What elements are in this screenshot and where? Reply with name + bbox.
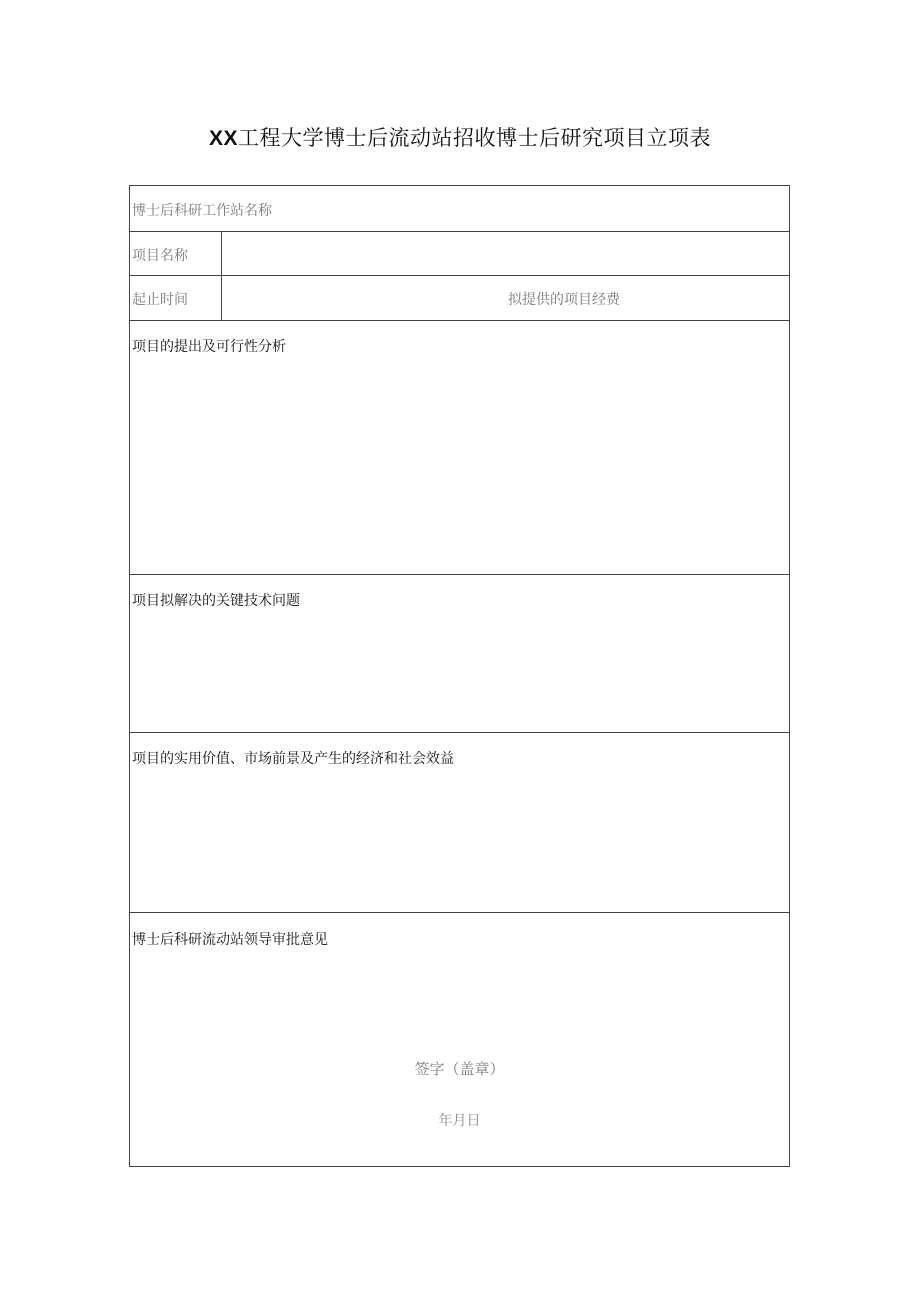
period-row [130, 276, 789, 321]
key-issues-label: 项目拟解决的关键技术问题 [132, 593, 300, 609]
title-prefix: XX [208, 127, 238, 150]
signature-label: 签字（盖章） [414, 1060, 505, 1078]
key-issues-section [130, 575, 789, 733]
station-name-label: 博士后科研工作站名称 [132, 203, 272, 219]
value-section [130, 733, 789, 913]
page-title [0, 122, 920, 152]
feasibility-label: 项目的提出及可行性分析 [132, 339, 286, 355]
project-name-row [130, 232, 789, 276]
station-name-row [130, 186, 789, 232]
title-text: 工程大学博士后流动站招收博士后研究项目立项表 [238, 126, 711, 150]
period-divider [221, 276, 222, 320]
period-label: 起止时间 [132, 292, 188, 308]
project-name-divider [221, 232, 222, 275]
application-form [129, 185, 790, 1167]
value-label: 项目的实用价值、市场前景及产生的经济和社会效益 [132, 751, 454, 767]
approval-section [130, 913, 789, 1166]
funding-label: 拟提供的项目经费 [508, 292, 620, 308]
feasibility-section [130, 321, 789, 575]
approval-label: 博士后科研流动站领导审批意见 [132, 932, 328, 948]
project-name-label: 项目名称 [132, 248, 188, 264]
date-label: 年月日 [438, 1113, 481, 1129]
